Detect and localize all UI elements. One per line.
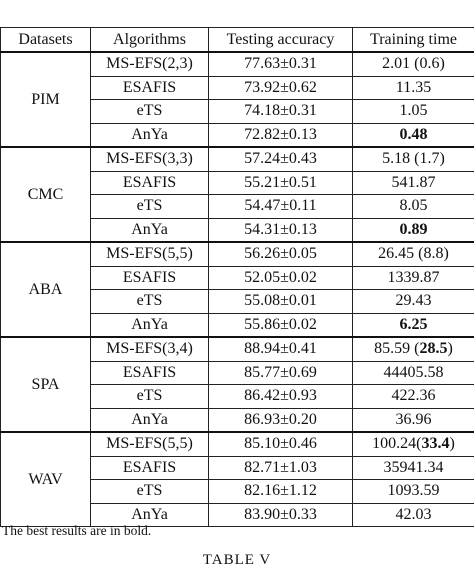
table-row: [1, 337, 474, 361]
testing-accuracy-cell: 85.10±0.46: [209, 432, 353, 456]
algorithm-cell: ESAFIS: [91, 171, 209, 195]
algorithm-cell: eTS: [91, 100, 209, 124]
testing-accuracy-cell: 74.18±0.31: [209, 100, 353, 124]
testing-accuracy-cell: 55.86±0.02: [209, 313, 353, 337]
training-time-cell: [353, 242, 474, 266]
training-time-cell: [353, 100, 474, 124]
training-time-cell: [353, 385, 474, 409]
testing-accuracy-cell: 86.93±0.20: [209, 408, 353, 432]
table-row: [1, 242, 474, 266]
training-time-cell: [353, 313, 474, 337]
algorithm-cell: eTS: [91, 385, 209, 409]
training-time-cell: [353, 361, 474, 385]
dataset-cell: WAV: [1, 432, 91, 527]
training-time-cell: [353, 171, 474, 195]
bold-note: The best results are in bold.: [2, 522, 151, 540]
algorithm-cell: eTS: [91, 195, 209, 219]
training-time-text: 33.4: [422, 435, 450, 452]
training-time-text: 29.43: [396, 292, 432, 309]
algorithm-cell: eTS: [91, 290, 209, 314]
training-time-text: 42.03: [396, 506, 432, 523]
testing-accuracy-cell: 83.90±0.33: [209, 503, 353, 527]
testing-accuracy-cell: 54.47±0.11: [209, 195, 353, 219]
training-time-cell: [353, 266, 474, 290]
training-time-text: 35941.34: [384, 459, 444, 476]
training-time-text: 0.89: [400, 221, 428, 238]
training-time-cell: [353, 456, 474, 480]
table-body: [1, 52, 474, 527]
training-time-text: 8.05: [400, 197, 428, 214]
training-time-cell: [353, 147, 474, 171]
training-time-text: 28.5: [420, 340, 448, 357]
dataset-cell: CMC: [1, 147, 91, 242]
training-time-cell: [353, 408, 474, 432]
training-time-cell: [353, 218, 474, 242]
testing-accuracy-cell: 52.05±0.02: [209, 266, 353, 290]
training-time-cell: [353, 432, 474, 456]
training-time-text: 422.36: [392, 387, 436, 404]
training-time-text: 1093.59: [388, 482, 440, 499]
training-time-text: 36.96: [396, 411, 432, 428]
algorithm-cell: AnYa: [91, 503, 209, 527]
algorithm-cell: ESAFIS: [91, 76, 209, 100]
testing-accuracy-cell: 82.71±1.03: [209, 456, 353, 480]
training-time-text: 6.25: [400, 316, 428, 333]
dataset-cell: PIM: [1, 52, 91, 147]
table-caption: TABLE V: [0, 550, 474, 570]
training-time-text: ): [450, 435, 455, 452]
algorithm-cell: MS-EFS(5,5): [91, 242, 209, 266]
testing-accuracy-cell: 57.24±0.43: [209, 147, 353, 171]
testing-accuracy-cell: 88.94±0.41: [209, 337, 353, 361]
testing-accuracy-cell: 55.08±0.01: [209, 290, 353, 314]
training-time-text: 2.01 (0.6): [382, 55, 445, 72]
algorithm-cell: MS-EFS(2,3): [91, 52, 209, 76]
algorithm-cell: eTS: [91, 480, 209, 504]
header-datasets: Datasets: [1, 28, 91, 53]
algorithm-cell: AnYa: [91, 218, 209, 242]
algorithm-cell: MS-EFS(5,5): [91, 432, 209, 456]
testing-accuracy-cell: 54.31±0.13: [209, 218, 353, 242]
training-time-text: 11.35: [396, 79, 431, 96]
algorithm-cell: ESAFIS: [91, 266, 209, 290]
testing-accuracy-cell: 55.21±0.51: [209, 171, 353, 195]
algorithm-cell: AnYa: [91, 313, 209, 337]
training-time-text: 26.45 (8.8): [378, 245, 449, 262]
testing-accuracy-cell: 73.92±0.62: [209, 76, 353, 100]
header-algorithms: Algorithms: [91, 28, 209, 53]
training-time-text: 100.24(: [372, 435, 421, 452]
training-time-text: 1339.87: [388, 269, 440, 286]
testing-accuracy-cell: 72.82±0.13: [209, 123, 353, 147]
training-time-text: 85.59 (: [374, 340, 419, 357]
training-time-cell: [353, 337, 474, 361]
dataset-cell: SPA: [1, 337, 91, 432]
training-time-cell: [353, 290, 474, 314]
header-row: [1, 28, 474, 53]
algorithm-cell: AnYa: [91, 123, 209, 147]
header-testing-accuracy: Testing accuracy: [209, 28, 353, 53]
testing-accuracy-cell: 85.77±0.69: [209, 361, 353, 385]
training-time-text: 541.87: [392, 174, 436, 191]
header-training-time: Training time: [353, 28, 474, 53]
table-row: [1, 52, 474, 76]
training-time-text: ): [448, 340, 453, 357]
testing-accuracy-cell: 82.16±1.12: [209, 480, 353, 504]
testing-accuracy-cell: 77.63±0.31: [209, 52, 353, 76]
training-time-cell: [353, 503, 474, 527]
algorithm-cell: MS-EFS(3,4): [91, 337, 209, 361]
testing-accuracy-cell: 86.42±0.93: [209, 385, 353, 409]
training-time-cell: [353, 52, 474, 76]
table-row: [1, 432, 474, 456]
table-row: [1, 147, 474, 171]
training-time-text: 0.48: [400, 126, 428, 143]
training-time-text: 44405.58: [384, 364, 444, 381]
algorithm-cell: ESAFIS: [91, 456, 209, 480]
training-time-cell: [353, 76, 474, 100]
algorithm-cell: AnYa: [91, 408, 209, 432]
algorithm-cell: ESAFIS: [91, 361, 209, 385]
training-time-text: 5.18 (1.7): [382, 150, 445, 167]
training-time-cell: [353, 480, 474, 504]
training-time-cell: [353, 195, 474, 219]
testing-accuracy-cell: 56.26±0.05: [209, 242, 353, 266]
training-time-cell: [353, 123, 474, 147]
dataset-cell: ABA: [1, 242, 91, 337]
results-table: [0, 27, 474, 527]
algorithm-cell: MS-EFS(3,3): [91, 147, 209, 171]
training-time-text: 1.05: [400, 102, 428, 119]
